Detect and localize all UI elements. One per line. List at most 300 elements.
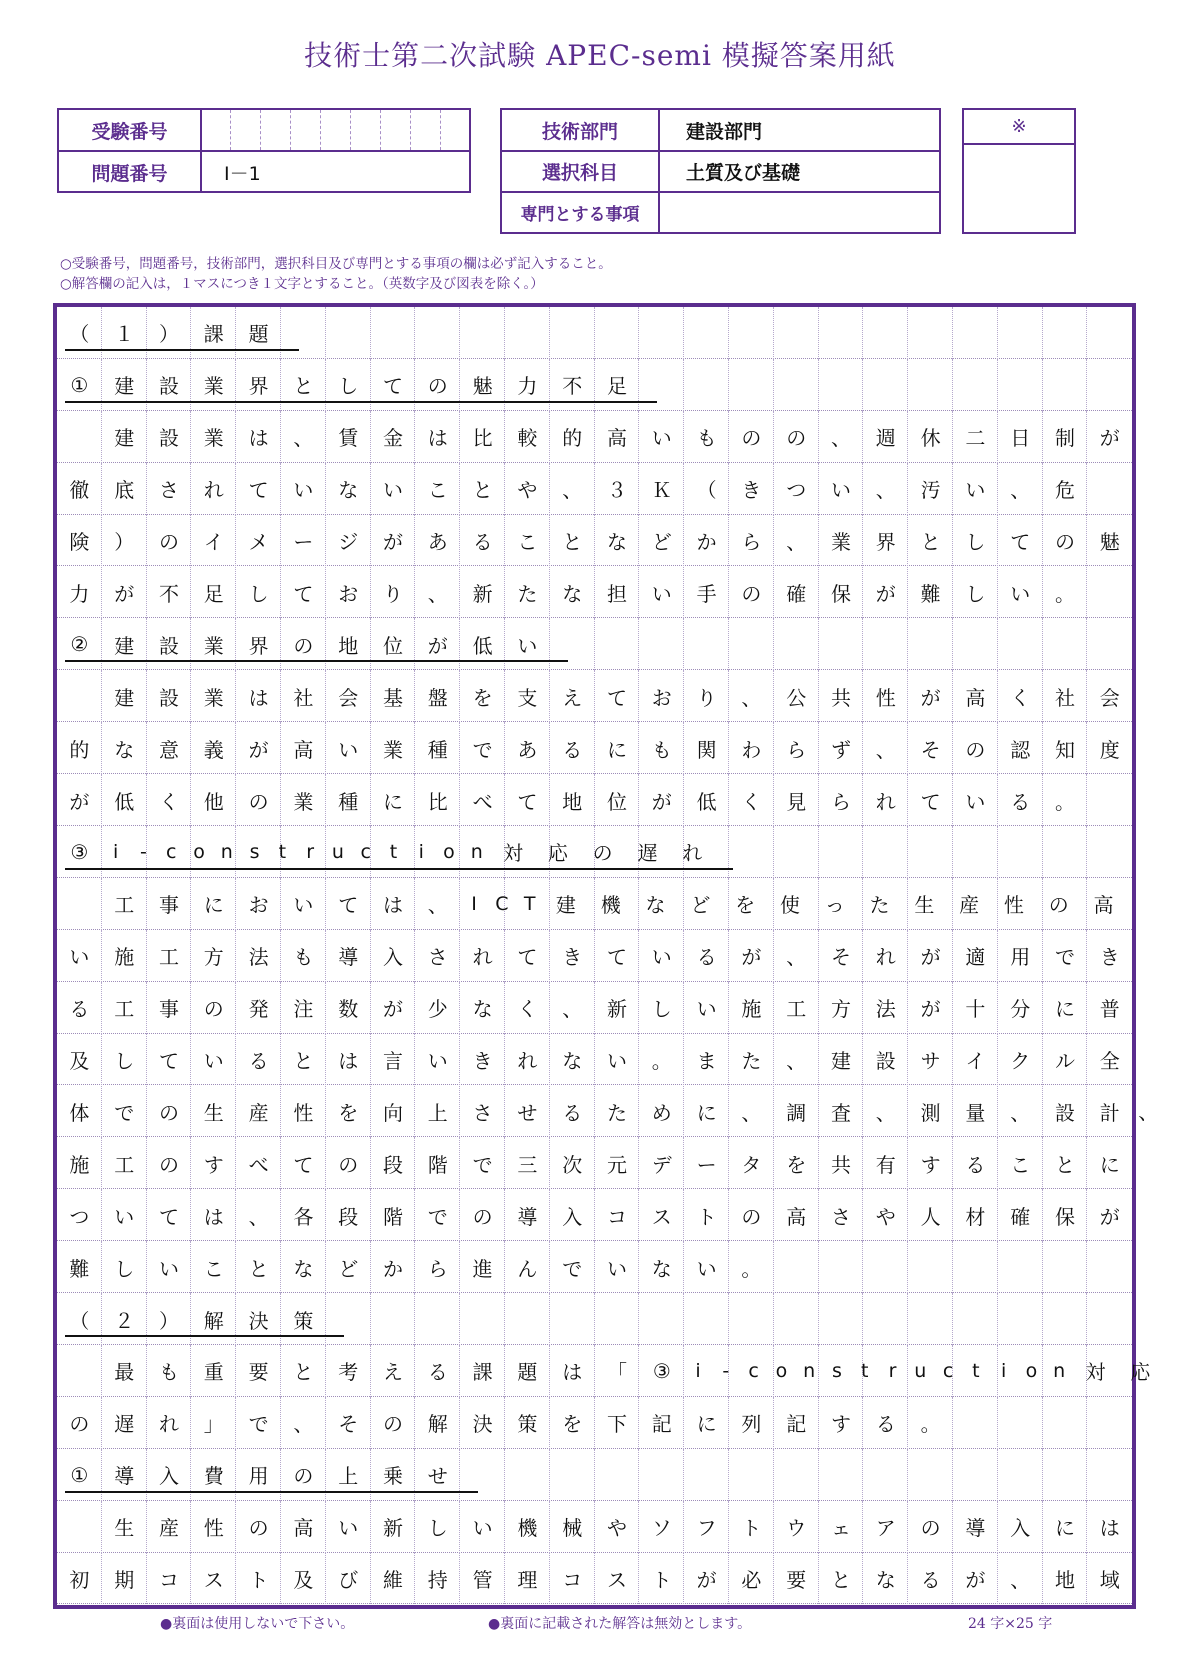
answer-char: 工 — [158, 945, 179, 970]
answer-char: 分 — [1010, 997, 1031, 1022]
answer-char: れ — [203, 478, 224, 503]
answer-char: な — [606, 530, 627, 555]
answer-char: 発 — [248, 997, 269, 1022]
answer-row — [57, 1241, 1132, 1293]
answer-row — [57, 1086, 1159, 1138]
answer-char: 生 — [203, 1100, 224, 1125]
answer-char: 方 — [830, 997, 851, 1022]
answer-char: 他 — [203, 789, 224, 814]
answer-char: の — [69, 1412, 90, 1437]
grid-cell — [819, 1241, 864, 1293]
answer-char: が — [248, 737, 269, 762]
dept-field[interactable]: 建設部門 — [686, 120, 763, 143]
answer-char: が — [875, 581, 896, 606]
answer-char: 休 — [920, 426, 941, 451]
grid-cell — [908, 1449, 953, 1501]
answer-char: く — [158, 789, 179, 814]
grid-cell — [729, 307, 774, 359]
answer-char: の — [472, 1204, 493, 1229]
answer-char: て — [606, 685, 627, 710]
answer-char: 産 — [959, 893, 980, 918]
answer-char: 体 — [69, 1100, 90, 1125]
answer-char: 入 — [158, 1464, 179, 1489]
answer-char: な — [651, 1256, 672, 1281]
answer-char: に — [1054, 1516, 1075, 1541]
answer-char: か — [382, 1256, 403, 1281]
answer-char: と — [293, 374, 314, 399]
answer-char: 業 — [203, 685, 224, 710]
grid-cell — [1087, 1241, 1132, 1293]
exam-number-field[interactable] — [202, 110, 469, 150]
answer-char: 設 — [158, 633, 179, 658]
grid-cell — [1043, 1397, 1088, 1449]
answer-char: 魅 — [472, 374, 493, 399]
answer-char: 理 — [517, 1568, 538, 1593]
answer-char: は — [562, 1360, 583, 1385]
answer-char: 各 — [293, 1204, 314, 1229]
answer-char: 、 — [741, 685, 762, 710]
answer-char: 力 — [69, 581, 90, 606]
answer-char: 有 — [875, 1152, 896, 1177]
answer-char: て — [382, 374, 403, 399]
instruction-line: ○解答欄の記入は，１マスにつき１文字とすること。（英数字及び図表を除く。） — [60, 276, 544, 292]
answer-char: 導 — [517, 1204, 538, 1229]
grid-cell — [953, 1293, 998, 1345]
answer-char: ら — [741, 530, 762, 555]
answer-char: 険 — [69, 530, 90, 555]
answer-char: こ — [203, 1256, 224, 1281]
answer-char: れ — [682, 841, 703, 866]
answer-char: ら — [830, 789, 851, 814]
answer-char: Ｋ — [651, 478, 672, 503]
instructions — [60, 254, 612, 294]
answer-char: 見 — [786, 789, 807, 814]
answer-char: え — [562, 685, 583, 710]
answer-char: の — [158, 1100, 179, 1125]
grid-cell — [729, 1449, 774, 1501]
answer-char: 産 — [158, 1516, 179, 1541]
answer-row — [57, 411, 1132, 463]
answer-char: わ — [741, 737, 762, 762]
grid-cell — [1043, 826, 1088, 878]
grid-cell — [953, 618, 998, 670]
answer-row — [57, 1449, 1132, 1501]
grid-cell — [819, 618, 864, 670]
answer-char: も — [696, 426, 717, 451]
grid-cell — [819, 359, 864, 411]
answer-char: 基 — [382, 685, 403, 710]
heading-underline — [65, 1491, 478, 1493]
answer-char: 決 — [472, 1412, 493, 1437]
answer-char: で — [427, 1204, 448, 1229]
answer-char: メ — [248, 530, 269, 555]
grid-cell — [863, 1293, 908, 1345]
grid-cell — [684, 618, 729, 670]
answer-char: 向 — [382, 1100, 403, 1125]
answer-char: 、 — [427, 581, 448, 606]
grid-cell — [460, 307, 505, 359]
answer-char: 危 — [1054, 478, 1075, 503]
answer-char: 性 — [1003, 893, 1024, 918]
answer-char: い — [472, 1516, 493, 1541]
answer-char: ん — [517, 1256, 538, 1281]
answer-char: ク — [1010, 1049, 1031, 1074]
answer-char: 難 — [920, 581, 941, 606]
answer-char: 普 — [1099, 997, 1120, 1022]
answer-char: や — [875, 1204, 896, 1229]
answer-char: サ — [920, 1049, 941, 1074]
answer-char: 高 — [786, 1204, 807, 1229]
answer-char: 事 — [158, 893, 179, 918]
answer-char: 日 — [1010, 426, 1031, 451]
answer-char: い — [203, 1049, 224, 1074]
answer-char: 工 — [786, 997, 807, 1022]
answer-char: 性 — [293, 1100, 314, 1125]
answer-char: １ — [114, 322, 135, 347]
answer-grid[interactable] — [57, 307, 1159, 1605]
answer-char: に — [203, 893, 224, 918]
answer-char: の — [741, 1204, 762, 1229]
answer-char: （ — [69, 322, 90, 347]
answer-char: お — [248, 893, 269, 918]
answer-char: し — [248, 581, 269, 606]
answer-char: 、 — [293, 426, 314, 451]
answer-char: せ — [517, 1100, 538, 1125]
answer-char: 位 — [382, 633, 403, 658]
answer-char: 課 — [472, 1360, 493, 1385]
answer-char: 十 — [965, 997, 986, 1022]
answer-char: 元 — [606, 1152, 627, 1177]
answer-char: が — [920, 945, 941, 970]
grid-cell — [863, 826, 908, 878]
answer-char: 。 — [1054, 789, 1075, 814]
answer-char: し — [651, 997, 672, 1022]
answer-char: ス — [606, 1568, 627, 1593]
answer-char: u — [914, 1359, 927, 1382]
answer-char: で — [562, 1256, 583, 1281]
grid-cell — [1087, 774, 1132, 826]
answer-char: 担 — [606, 581, 627, 606]
answer-char: 、 — [562, 997, 583, 1022]
answer-char: 界 — [248, 633, 269, 658]
answer-char: い — [338, 1516, 359, 1541]
answer-char: が — [920, 997, 941, 1022]
answer-char: 施 — [69, 1152, 90, 1177]
answer-char: せ — [427, 1464, 448, 1489]
answer-char: て — [293, 581, 314, 606]
answer-char: 徹 — [69, 478, 90, 503]
answer-char: や — [606, 1516, 627, 1541]
answer-char: 維 — [382, 1568, 403, 1593]
instruction-line: ○受験番号，問題番号，技術部門，選択科目及び専門とする事項の欄は必ず記入すること。 — [60, 256, 612, 272]
answer-char: 。 — [1054, 581, 1075, 606]
specialty-field[interactable] — [660, 193, 939, 232]
grid-cell — [595, 307, 640, 359]
answer-char: 、 — [427, 893, 448, 918]
answer-char: - — [722, 1359, 730, 1382]
answer-char: え — [382, 1360, 403, 1385]
answer-char: 新 — [472, 581, 493, 606]
answer-row — [57, 1034, 1132, 1086]
answer-char: る — [562, 737, 583, 762]
grid-cell — [684, 1293, 729, 1345]
grid-cell — [774, 618, 819, 670]
answer-char: イ — [965, 1049, 986, 1074]
grid-cell — [1043, 618, 1088, 670]
answer-char — [57, 1345, 102, 1397]
answer-row — [57, 982, 1132, 1034]
answer-char: 策 — [293, 1308, 314, 1333]
answer-char: 「 — [606, 1360, 627, 1385]
answer-char: s — [832, 1359, 842, 1382]
grid-cell — [908, 359, 953, 411]
answer-char: が — [114, 581, 135, 606]
answer-char: 域 — [1099, 1568, 1120, 1593]
grid-cell — [1043, 1449, 1088, 1501]
answer-char: を — [472, 685, 493, 710]
answer-char: （ — [696, 478, 717, 503]
problem-number-field[interactable]: Ⅰ－1 — [224, 162, 261, 185]
answer-char: に — [1099, 1152, 1120, 1177]
answer-char: る — [562, 1100, 583, 1125]
answer-char: で — [1054, 945, 1075, 970]
answer-char: 新 — [606, 997, 627, 1022]
grid-cell — [729, 359, 774, 411]
answer-char: な — [562, 1049, 583, 1074]
answer-char: 。 — [741, 1256, 762, 1281]
answer-char: の — [592, 841, 613, 866]
answer-char: 足 — [606, 374, 627, 399]
answer-char: 共 — [830, 685, 851, 710]
answer-char: が — [965, 1568, 986, 1593]
heading-underline — [65, 349, 299, 351]
answer-row — [57, 1189, 1132, 1241]
answer-char: 、 — [562, 478, 583, 503]
answer-char: 較 — [517, 426, 538, 451]
answer-char: ェ — [830, 1516, 851, 1541]
answer-char: 計 — [1099, 1100, 1120, 1125]
answer-char: い — [382, 478, 403, 503]
answer-char: 建 — [114, 426, 135, 451]
answer-char: た — [606, 1100, 627, 1125]
answer-char: 賃 — [338, 426, 359, 451]
answer-char: 、 — [248, 1204, 269, 1229]
answer-char: 業 — [203, 426, 224, 451]
answer-char: て — [517, 789, 538, 814]
answer-char: て — [293, 1152, 314, 1177]
answer-char: 性 — [875, 685, 896, 710]
answer-char: 、 — [1010, 1568, 1031, 1593]
answer-char: ソ — [651, 1516, 672, 1541]
answer-char: も — [293, 945, 314, 970]
grid-cell — [1087, 567, 1132, 619]
answer-char: 初 — [69, 1568, 90, 1593]
answer-char: r — [888, 1359, 897, 1382]
grid-cell — [998, 1397, 1043, 1449]
answer-char: 次 — [562, 1152, 583, 1177]
answer-char: さ — [158, 478, 179, 503]
answer-char: 上 — [338, 1464, 359, 1489]
grid-cell — [281, 307, 326, 359]
grid-cell — [550, 1449, 595, 1501]
grid-cell — [639, 618, 684, 670]
answer-char: 方 — [203, 945, 224, 970]
answer-char: の — [338, 1152, 359, 1177]
grader-mark: ※ — [1011, 116, 1027, 137]
answer-char: 解 — [427, 1412, 448, 1437]
grid-cell — [953, 1397, 998, 1449]
answer-char: 入 — [1010, 1516, 1031, 1541]
overflow-char: 、 — [1138, 1099, 1159, 1124]
grid-cell — [998, 1449, 1043, 1501]
answer-char: ら — [786, 737, 807, 762]
answer-char: 確 — [786, 581, 807, 606]
answer-char: コ — [158, 1568, 179, 1593]
answer-char: 決 — [248, 1308, 269, 1333]
answer-char: は — [382, 893, 403, 918]
grid-cell — [550, 618, 595, 670]
answer-row — [57, 878, 1132, 930]
answer-char: べ — [248, 1152, 269, 1177]
answer-char — [57, 670, 102, 722]
answer-char: つ — [69, 1204, 90, 1229]
answer-char: 三 — [517, 1152, 538, 1177]
answer-char: 高 — [965, 685, 986, 710]
answer-char: り — [696, 685, 717, 710]
answer-char: れ — [517, 1049, 538, 1074]
answer-char: 調 — [786, 1100, 807, 1125]
answer-char: 導 — [338, 945, 359, 970]
answer-char: 業 — [293, 789, 314, 814]
answer-char: 導 — [114, 1464, 135, 1489]
answer-char: 重 — [203, 1360, 224, 1385]
answer-char: 上 — [427, 1100, 448, 1125]
grid-cell — [1043, 1241, 1088, 1293]
answer-char: 低 — [696, 789, 717, 814]
grid-cell — [908, 307, 953, 359]
subject-field[interactable]: 土質及び基礎 — [686, 162, 801, 184]
answer-row — [57, 359, 1132, 411]
answer-char: が — [69, 789, 90, 814]
answer-char: 言 — [382, 1049, 403, 1074]
answer-row — [57, 1345, 1151, 1397]
answer-char: い — [1010, 581, 1031, 606]
answer-char: び — [338, 1568, 359, 1593]
answer-char: 低 — [472, 633, 493, 658]
answer-char: で — [472, 737, 493, 762]
answer-char: 及 — [69, 1049, 90, 1074]
answer-char: ト — [248, 1568, 269, 1593]
answer-char: 最 — [114, 1360, 135, 1385]
grid-cell — [460, 1293, 505, 1345]
answer-char: と — [293, 1049, 314, 1074]
answer-row — [57, 774, 1132, 826]
answer-char: の — [158, 1152, 179, 1177]
answer-char: 魅 — [1099, 530, 1120, 555]
answer-char: は — [248, 685, 269, 710]
answer-char: 低 — [114, 789, 135, 814]
answer-char: 量 — [965, 1100, 986, 1125]
answer-char: 査 — [830, 1100, 851, 1125]
answer-char: 工 — [114, 1152, 135, 1177]
answer-char: 界 — [248, 374, 269, 399]
answer-char: そ — [920, 737, 941, 762]
answer-char: の — [203, 997, 224, 1022]
answer-char: ど — [338, 1256, 359, 1281]
answer-char: く — [1010, 685, 1031, 710]
answer-char: あ — [427, 530, 448, 555]
answer-char: こ — [1010, 1152, 1031, 1177]
answer-char: - — [140, 840, 147, 863]
grid-size-label: 24 字×25 字 — [968, 1616, 1053, 1632]
answer-char: の — [427, 374, 448, 399]
answer-char: し — [965, 581, 986, 606]
grid-cell — [684, 359, 729, 411]
answer-char: 測 — [920, 1100, 941, 1125]
answer-char: に — [606, 737, 627, 762]
answer-char: 課 — [203, 322, 224, 347]
answer-char: 設 — [158, 374, 179, 399]
answer-char: は — [1099, 1516, 1120, 1541]
answer-char: を — [562, 1412, 583, 1437]
answer-char: 二 — [965, 426, 986, 451]
answer-char: ー — [293, 530, 314, 555]
grid-cell — [953, 307, 998, 359]
answer-char: る — [1010, 789, 1031, 814]
grid-cell — [774, 1293, 819, 1345]
answer-char: ） — [158, 322, 179, 347]
answer-char: 進 — [472, 1256, 493, 1281]
answer-char: 機 — [600, 893, 621, 918]
answer-char: 持 — [427, 1568, 448, 1593]
answer-char: い — [517, 633, 538, 658]
answer-char: 度 — [1099, 737, 1120, 762]
answer-char: く — [517, 997, 538, 1022]
answer-char: n — [1053, 1359, 1066, 1382]
answer-char: 費 — [203, 1464, 224, 1489]
answer-char: デ — [651, 1152, 672, 1177]
answer-char: 、 — [1010, 1100, 1031, 1125]
answer-char: 底 — [114, 478, 135, 503]
answer-char: 記 — [651, 1412, 672, 1437]
grid-cell — [505, 1449, 550, 1501]
answer-char: 支 — [517, 685, 538, 710]
answer-char: 高 — [1093, 893, 1114, 918]
answer-char: 入 — [382, 945, 403, 970]
answer-char: 建 — [114, 374, 135, 399]
answer-char: が — [741, 945, 762, 970]
answer-char: 高 — [606, 426, 627, 451]
grid-cell — [819, 826, 864, 878]
answer-char: て — [606, 945, 627, 970]
answer-char: と — [1054, 1152, 1075, 1177]
grid-cell — [505, 1293, 550, 1345]
answer-char: 、 — [786, 945, 807, 970]
answer-char: 高 — [293, 737, 314, 762]
answer-char: 盤 — [427, 685, 448, 710]
answer-char: ト — [651, 1568, 672, 1593]
answer-char: ） — [114, 530, 135, 555]
answer-char: u — [331, 840, 344, 863]
answer-row — [57, 463, 1132, 515]
answer-char: 遅 — [114, 1412, 135, 1437]
answer-char: は — [338, 1049, 359, 1074]
answer-char: そ — [338, 1412, 359, 1437]
answer-char: る — [427, 1360, 448, 1385]
answer-char — [57, 411, 102, 463]
answer-char: 。 — [651, 1049, 672, 1074]
grid-cell — [953, 1241, 998, 1293]
